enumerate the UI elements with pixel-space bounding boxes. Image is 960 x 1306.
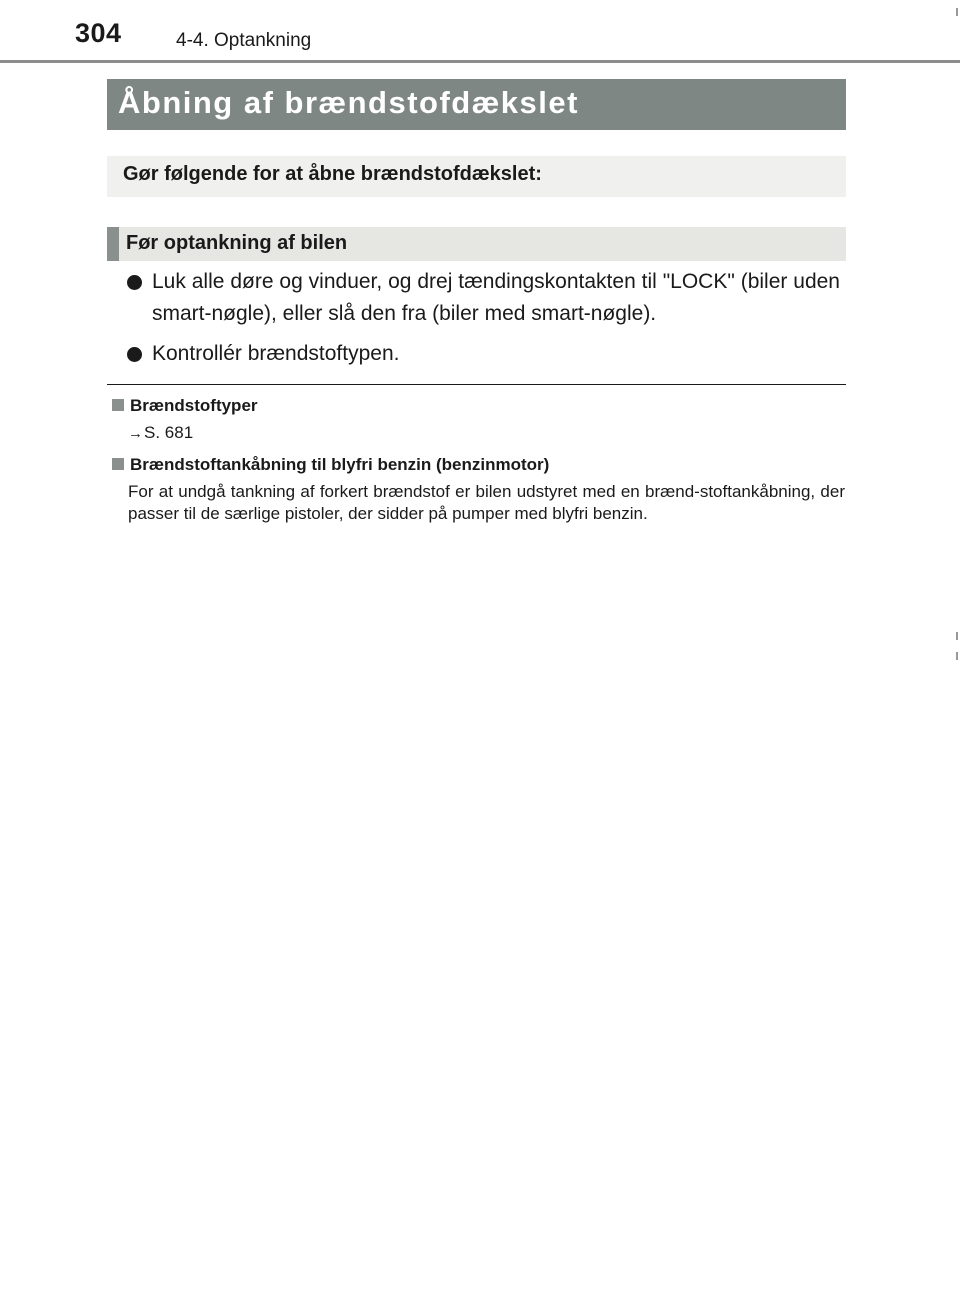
list-item-text: Kontrollér brændstoftypen. xyxy=(152,342,400,365)
info-heading xyxy=(110,455,845,475)
info-body-text: For at undgå tankning af forkert brændstof er bilen udstyret med en brænd-stoftankåbning, der passer til de særlige pistoler, der sidder på pumper med blyfri benzin. xyxy=(128,482,845,523)
subheading-bar xyxy=(107,227,846,261)
info-heading-text: Brændstoftyper xyxy=(130,396,258,415)
crop-mark xyxy=(956,632,958,640)
intro-text: Gør følgende for at åbne brændstofdækslet: xyxy=(123,163,542,185)
list-item xyxy=(124,266,840,330)
info-heading xyxy=(110,396,845,416)
page-reference-link[interactable]: S. 681 xyxy=(144,423,194,442)
info-reference xyxy=(128,422,845,445)
title-bar xyxy=(107,79,846,130)
info-heading-text: Brændstoftankåbning til blyfri benzin (benzinmotor) xyxy=(130,455,550,474)
square-bullet-icon xyxy=(112,458,124,470)
info-block-fuel-types xyxy=(110,396,845,445)
header-rule xyxy=(0,60,960,63)
crop-mark xyxy=(956,652,958,660)
subheading-text: Før optankning af bilen xyxy=(126,232,348,254)
section-divider xyxy=(107,384,846,385)
bullet-list xyxy=(124,266,840,378)
section-label: 4-4. Optankning xyxy=(176,30,312,51)
list-item-text: Luk alle døre og vinduer, og drej tændingskontakten til "LOCK" (biler uden smart-nøgle), eller slå den fra (biler med smart-nøgle). xyxy=(152,270,840,325)
page-number: 304 xyxy=(75,18,122,48)
info-block-fuel-opening xyxy=(110,455,845,525)
arrow-right-icon: → xyxy=(128,425,143,442)
crop-mark xyxy=(956,8,958,16)
subheading-accent xyxy=(107,227,119,261)
square-bullet-icon xyxy=(112,399,124,411)
bullet-icon xyxy=(127,347,142,362)
intro-box xyxy=(107,156,846,197)
page-title: Åbning af brændstofdækslet xyxy=(118,85,579,120)
bullet-icon xyxy=(127,275,142,290)
list-item xyxy=(124,338,840,370)
